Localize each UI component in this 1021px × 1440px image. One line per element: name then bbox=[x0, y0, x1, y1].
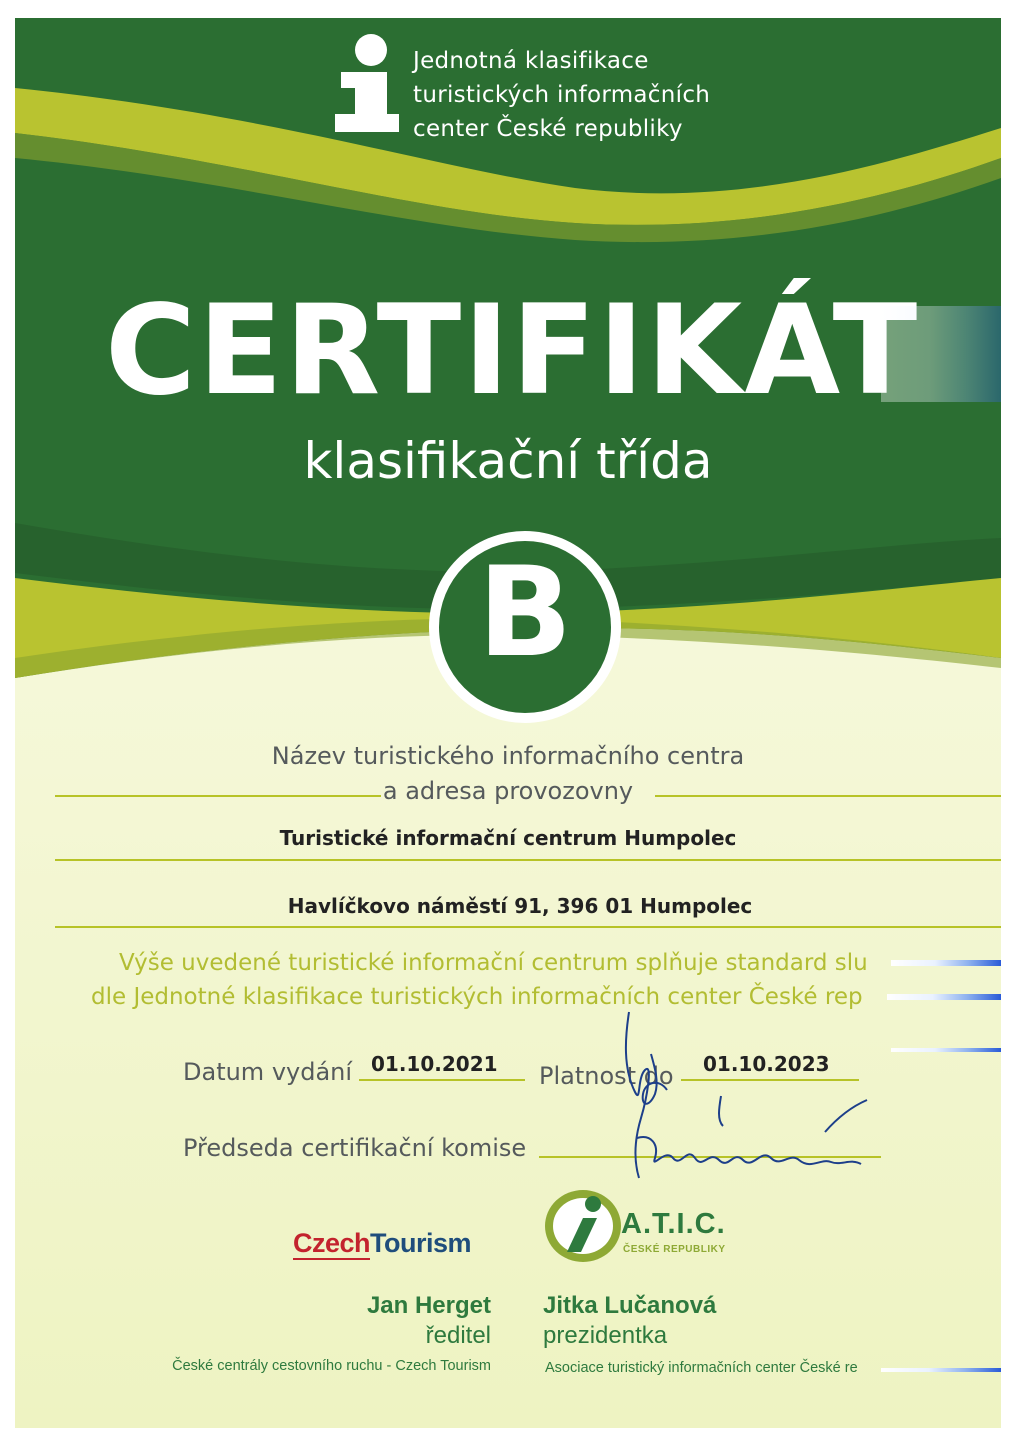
czechtourism-logo bbox=[293, 1228, 471, 1259]
certificate-subtitle: klasifikační třída bbox=[303, 432, 713, 490]
center-name: Turistické informační centrum Humpolec bbox=[279, 826, 737, 850]
czechtourism-logo-part2: Tourism bbox=[370, 1228, 472, 1258]
center-name-label-1: Název turistického informačního centra bbox=[271, 742, 745, 770]
brand-line-2: turistických informačních bbox=[413, 82, 711, 108]
valid-value: 01.10.2023 bbox=[703, 1052, 830, 1076]
divider-line bbox=[359, 1079, 525, 1081]
brand-line-1: Jednotná klasifikace bbox=[413, 48, 649, 74]
brand-text bbox=[413, 44, 710, 146]
committee-label: Předseda certifikační komise bbox=[183, 1134, 527, 1162]
certificate-title: CERTIFIKÁT bbox=[105, 279, 920, 423]
class-letter: B bbox=[477, 541, 573, 685]
divider-line bbox=[55, 859, 1001, 861]
czechtourism-logo-part1: Czech bbox=[293, 1228, 371, 1258]
atic-logo-subtitle: ČESKÉ REPUBLIKY bbox=[623, 1244, 726, 1255]
scan-artifact bbox=[891, 1048, 1001, 1052]
signatory-1-org: České centrály cestovního ruchu - Czech Tourism bbox=[172, 1358, 491, 1374]
atic-logo-text: A.T.I.C. bbox=[621, 1208, 726, 1240]
signature bbox=[615, 1008, 875, 1198]
scan-artifact bbox=[881, 1368, 1001, 1372]
divider-line bbox=[55, 926, 1001, 928]
atic-info-icon bbox=[543, 1182, 623, 1266]
statement-line-1: Výše uvedené turistické informační centrum splňuje standard slu bbox=[119, 950, 868, 976]
scan-artifact bbox=[891, 960, 1001, 966]
divider-line bbox=[55, 795, 381, 797]
issued-label: Datum vydání bbox=[183, 1058, 353, 1086]
signatory-1-name: Jan Herget bbox=[366, 1292, 491, 1319]
scan-artifact bbox=[881, 306, 1001, 402]
valid-label: Platnost do bbox=[539, 1062, 674, 1090]
center-name-label-2: a adresa provozovny bbox=[382, 777, 634, 805]
divider-line bbox=[655, 795, 1001, 797]
certificate-sheet bbox=[15, 18, 1001, 1428]
center-address: Havlíčkovo náměstí 91, 396 01 Humpolec bbox=[287, 894, 753, 918]
signatory-1-role: ředitel bbox=[425, 1322, 491, 1349]
signatory-2-name: Jitka Lučanová bbox=[543, 1292, 717, 1319]
brand-line-3: center České republiky bbox=[413, 116, 683, 142]
issued-value: 01.10.2021 bbox=[371, 1052, 498, 1076]
signatory-2-role: prezidentka bbox=[543, 1322, 668, 1349]
signatory-2-org: Asociace turistický informačních center České re bbox=[545, 1360, 858, 1376]
statement-line-2: dle Jednotné klasifikace turistických informačních center České rep bbox=[91, 984, 863, 1010]
info-i-icon bbox=[333, 32, 399, 134]
scan-artifact bbox=[887, 994, 1001, 1000]
